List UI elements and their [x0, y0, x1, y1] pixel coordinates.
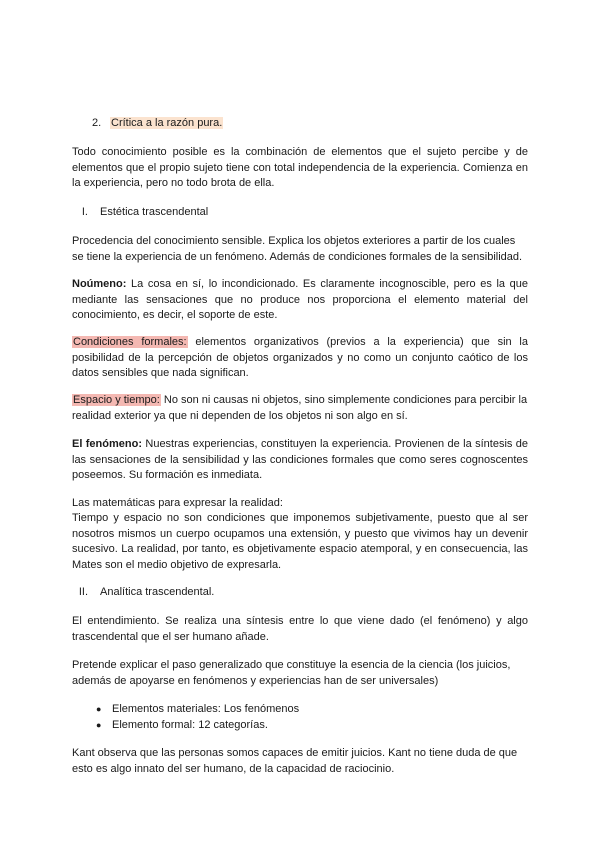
kant-paragraph: Kant observa que las personas somos capaces de emitir juicios. Kant no tiene duda de que esto es algo innato del ser humano, de la capacidad de raciocinio. — [72, 747, 518, 775]
entendimiento-paragraph: El entendimiento. Se realiza una síntesis entre lo que viene dado (el fenómeno) y algo trascendental que el ser humano añade. — [72, 615, 528, 643]
subsection-title: Analítica trascendental. — [100, 586, 215, 598]
matematicas-paragraph: Tiempo y espacio no son condiciones que imponemos subjetivamente, puesto que al ser nosotros mismos un cuerpo ocupamos una extensión, y puesto que vivimos hay un devenir sucesivo. La realidad, por tanto, es objetivamente espacio atemporal, y en consecuencia, las Mates son el medio objetivo de expresarla. — [72, 512, 528, 571]
condiciones-paragraph — [72, 335, 528, 382]
espacio-term: Espacio y tiempo: — [73, 394, 160, 406]
bullet-list — [92, 702, 528, 733]
condiciones-term: Condiciones formales: — [73, 336, 187, 348]
subsection-heading-II — [60, 585, 516, 601]
intro-paragraph: Todo conocimiento posible es la combinación de elementos que el sujeto percibe y de elementos que el propio sujeto tiene con total independencia de la experiencia. Comienza en la experiencia, pero no todo brota de ella. — [72, 146, 528, 189]
condiciones-text: elementos organizativos (previos a la experiencia) que sin la posibilidad de la percepción de objetos organizados y no como un conjunto caótico de los datos sensibles que nada significan. — [72, 336, 528, 379]
bullet-icon: ● — [96, 704, 102, 714]
noumeno-term: Noúmeno: — [72, 278, 127, 290]
list-item: ● Elementos materiales: Los fenómenos — [112, 702, 528, 718]
espacio-text: No son ni causas ni objetos, sino simplemente condiciones para percibir la realidad exterior ya que ni dependen de los objetos ni son algo en sí. — [72, 394, 528, 422]
subsection-title: Estética trascendental — [100, 206, 209, 218]
matematicas-heading: Las matemáticas para expresar la realidad: — [72, 497, 283, 509]
subsection-number: I. — [81, 206, 88, 218]
fenomeno-paragraph — [72, 437, 528, 484]
section-title: Crítica a la razón pura. — [111, 117, 223, 129]
fenomeno-text: Nuestras experiencias, constituyen la experiencia. Provienen de la síntesis de las sensaciones de la sensibilidad y las condiciones formales que como seres cognoscentes poseemos. Su formación es inmediata. — [72, 438, 529, 481]
noumeno-paragraph — [72, 277, 528, 324]
subsection-heading-I — [60, 205, 516, 221]
bullet-icon: ● — [96, 719, 102, 730]
subsection-number: II. — [78, 586, 88, 598]
noumeno-text: La cosa en sí, lo incondicionado. Es claramente incognoscible, pero es la que mediante las sensaciones que no produce nos proporciona el elemento material del conocimiento, es decir, el soporte de este. — [72, 278, 528, 321]
espacio-paragraph — [72, 393, 528, 424]
fenomeno-term: El fenómeno: — [72, 438, 142, 450]
section-number: 2. — [92, 117, 102, 129]
section-heading-2 — [92, 116, 548, 132]
list-item: ● Elemento formal: 12 categorías. — [112, 718, 528, 734]
pretende-paragraph: Pretende explicar el paso generalizado que constituye la esencia de la ciencia (los juicios, además de apoyarse en fenómenos y experiencias han de ser universales) — [72, 659, 511, 687]
procedencia-paragraph: Procedencia del conocimiento sensible. Explica los objetos exteriores a partir de los cuales se tiene la experiencia de un fenómeno. Además de condiciones formales de la sensibilidad. — [72, 235, 523, 263]
